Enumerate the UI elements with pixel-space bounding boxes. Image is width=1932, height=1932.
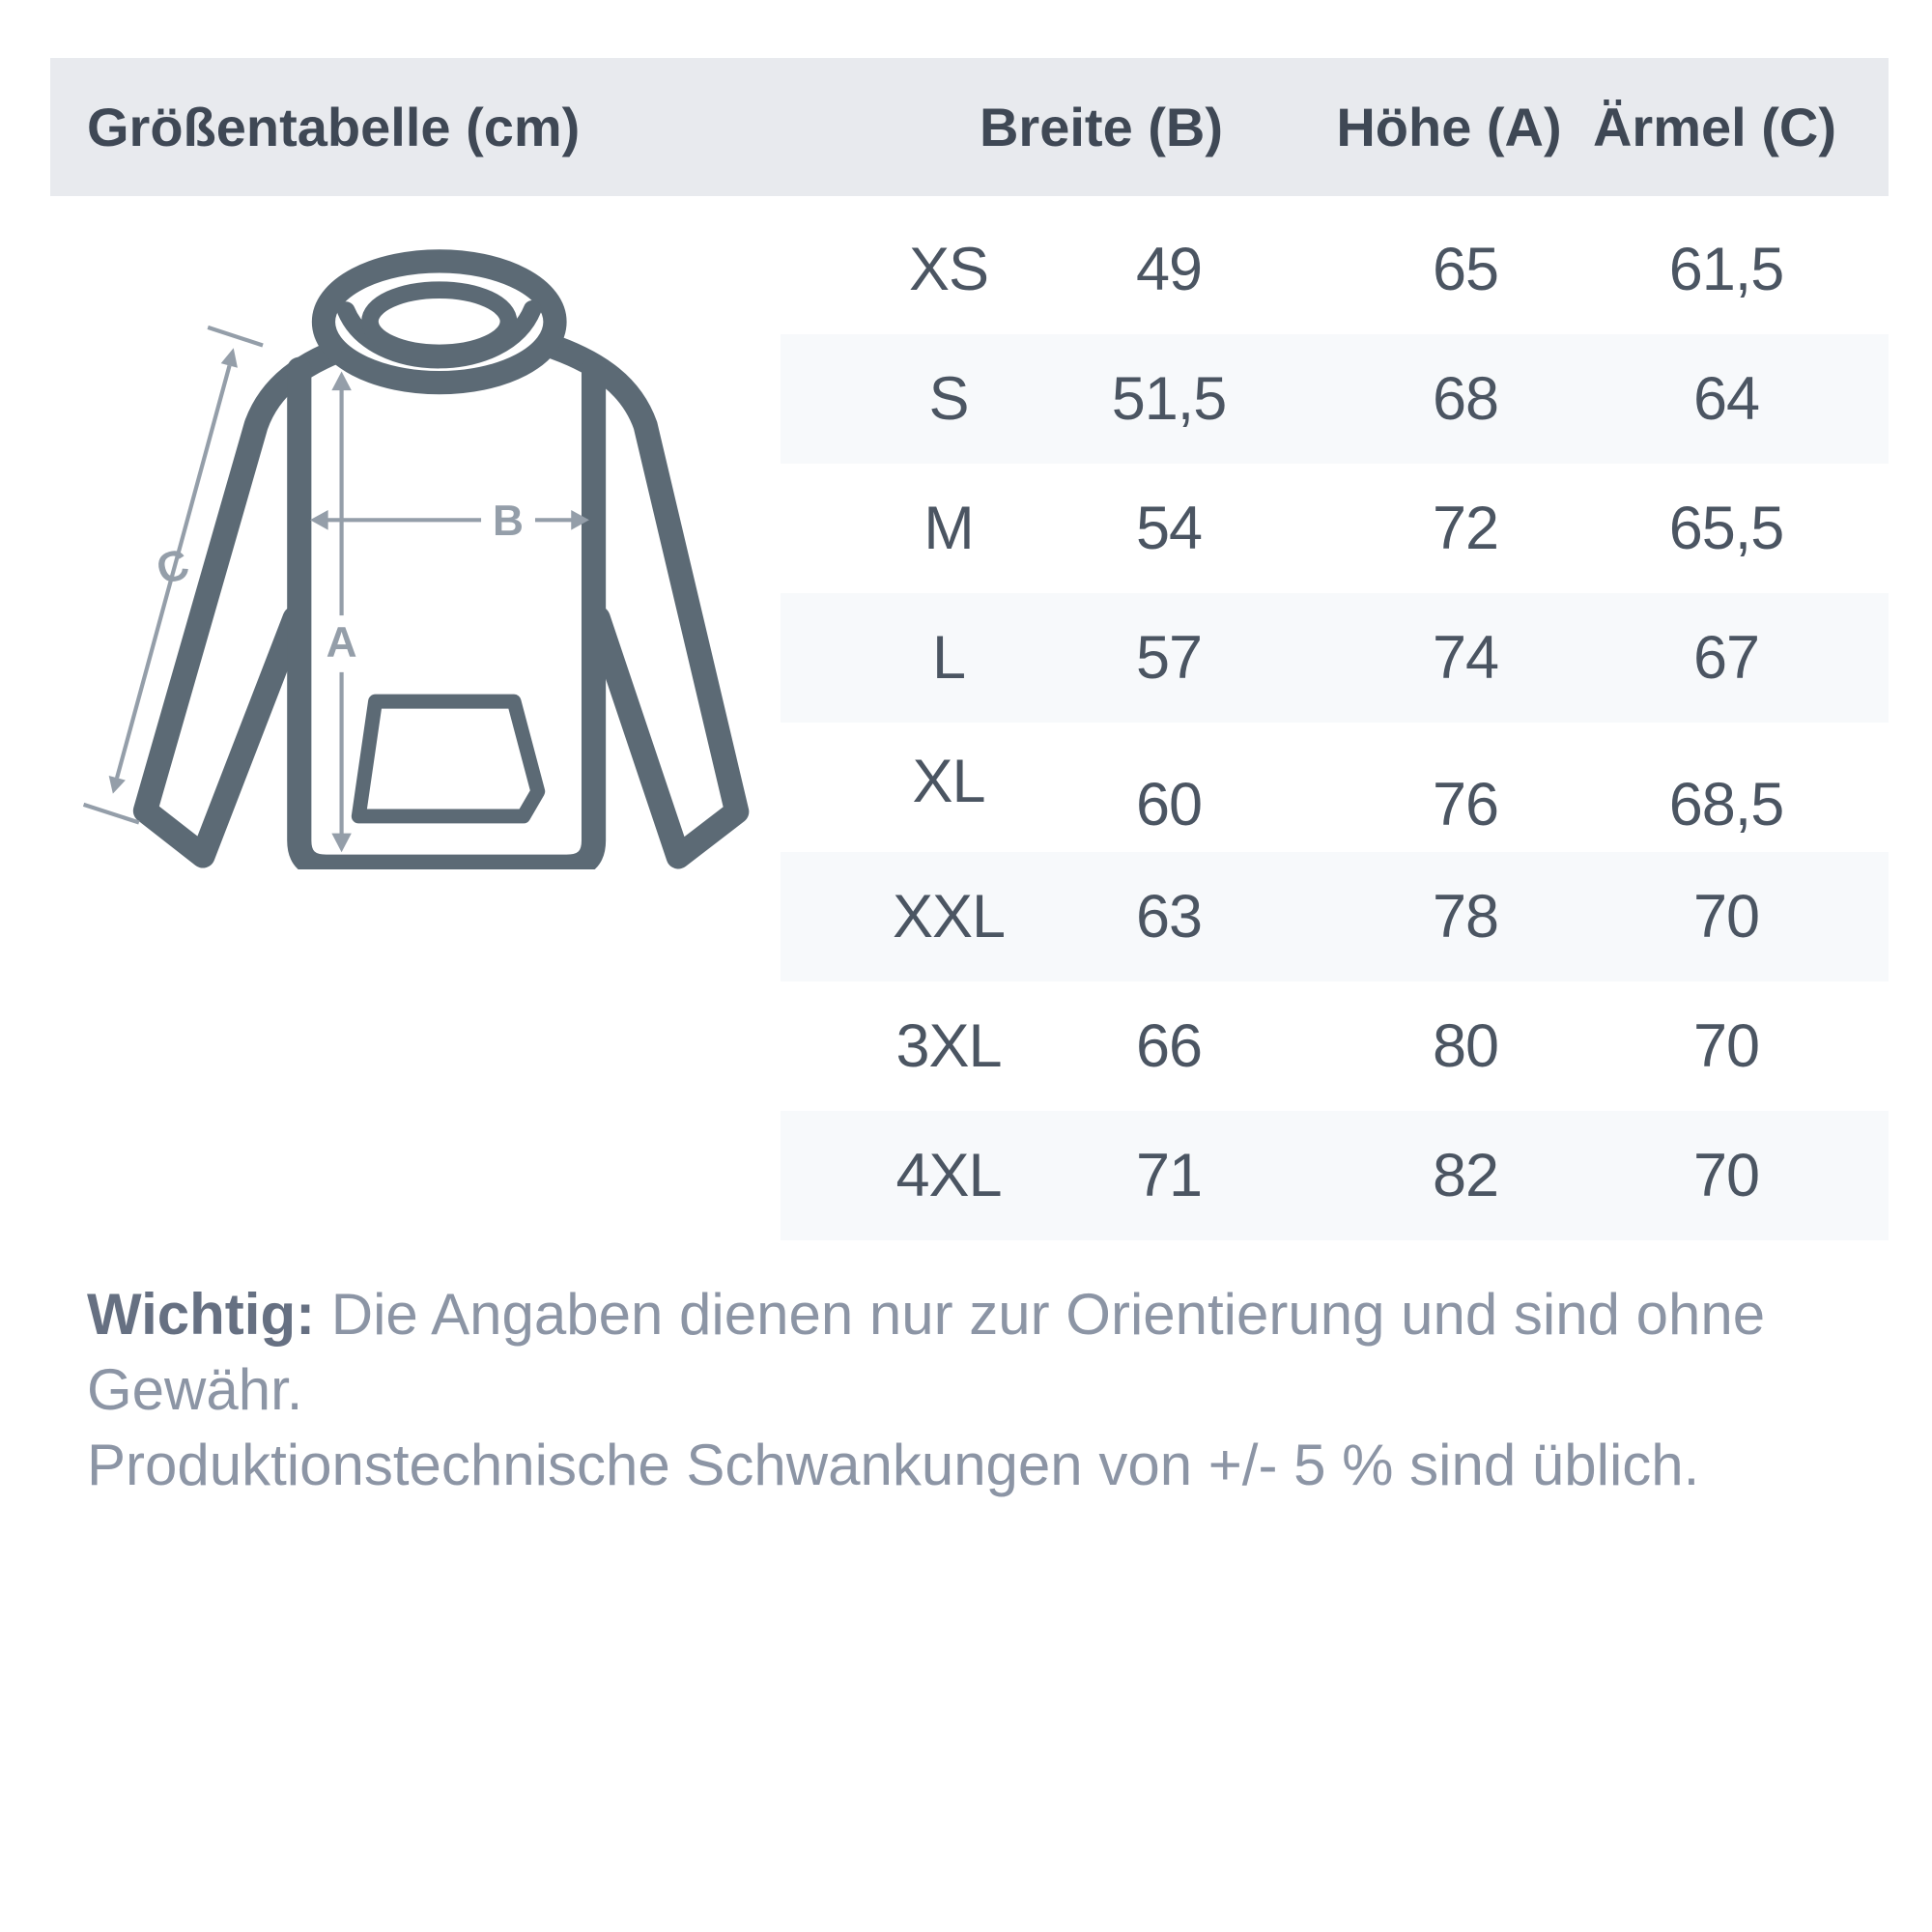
label-a: A <box>326 618 357 667</box>
aermel-value: 70 <box>1692 883 1760 951</box>
arrowhead-a-top <box>331 372 352 391</box>
aermel-value: 68,5 <box>1668 771 1784 838</box>
size-label: L <box>931 624 966 692</box>
table-row <box>781 334 1889 464</box>
breite-value: 57 <box>1135 624 1203 692</box>
hoehe-value: 74 <box>1432 624 1499 692</box>
column-header-breite: Breite (B) <box>979 97 1224 157</box>
hood-opening <box>370 290 509 353</box>
aermel-value: 70 <box>1692 1012 1760 1080</box>
table-row <box>781 464 1889 593</box>
hoodie-measurement-diagram <box>58 232 753 869</box>
kangaroo-pocket <box>358 701 537 816</box>
hoehe-value: 80 <box>1432 1012 1499 1080</box>
size-label: 3XL <box>895 1012 1002 1080</box>
arrow-c-cap-bottom <box>84 805 139 823</box>
hoehe-value: 72 <box>1432 495 1499 562</box>
arrowhead-a-bottom <box>331 834 352 853</box>
aermel-value: 64 <box>1692 365 1760 433</box>
left-sleeve <box>145 345 355 856</box>
size-label: XS <box>908 236 989 303</box>
breite-value: 66 <box>1135 1012 1203 1080</box>
table-header <box>50 58 1889 196</box>
aermel-value: 70 <box>1692 1142 1760 1209</box>
size-label: XXL <box>892 883 1006 951</box>
hoehe-value: 65 <box>1432 236 1499 303</box>
hoodie-outline <box>145 345 736 867</box>
column-header-hoehe: Höhe (A) <box>1336 97 1562 157</box>
hood <box>324 261 555 383</box>
disclaimer-line-1-text: Die Angaben dienen nur zur Orientierung und sind ohne Gewähr. <box>87 1282 1766 1422</box>
table-row <box>781 852 1889 981</box>
aermel-value: 61,5 <box>1668 236 1784 303</box>
breite-value: 71 <box>1135 1142 1203 1209</box>
hoehe-value: 76 <box>1432 771 1499 838</box>
disclaimer-line-2: Produktionstechnische Schwankungen von +/- 5 % sind üblich. <box>87 1433 1700 1497</box>
label-c: C <box>151 540 194 595</box>
arrowhead-c-top <box>221 348 238 368</box>
column-header-aermel: Ärmel (C) <box>1592 97 1837 157</box>
size-label: 4XL <box>895 1142 1002 1209</box>
table-row <box>781 205 1889 334</box>
hoehe-value: 78 <box>1432 883 1499 951</box>
arrowhead-c-bottom <box>109 776 126 794</box>
size-label: S <box>928 365 969 433</box>
disclaimer <box>87 1277 1826 1503</box>
table-row <box>781 1111 1889 1240</box>
arrowhead-b-left <box>310 510 328 530</box>
aermel-value: 67 <box>1692 624 1760 692</box>
breite-value: 60 <box>1135 771 1203 838</box>
table-row <box>781 981 1889 1111</box>
disclaimer-line-1 <box>87 1277 1826 1428</box>
breite-value: 63 <box>1135 883 1203 951</box>
size-label: M <box>923 495 974 562</box>
label-b: B <box>493 497 525 546</box>
page-title: Größentabelle (cm) <box>87 97 581 157</box>
hoehe-value: 82 <box>1432 1142 1499 1209</box>
hoehe-value: 68 <box>1432 365 1499 433</box>
arrow-c-cap-top <box>208 327 263 346</box>
table-row <box>781 723 1889 852</box>
breite-value: 49 <box>1135 236 1203 303</box>
right-sleeve <box>547 345 737 857</box>
size-label: XL <box>912 748 985 815</box>
table-row <box>781 593 1889 723</box>
disclaimer-bold: Wichtig: <box>87 1282 316 1347</box>
breite-value: 54 <box>1135 495 1203 562</box>
aermel-value: 65,5 <box>1668 495 1784 562</box>
breite-value: 51,5 <box>1111 365 1227 433</box>
